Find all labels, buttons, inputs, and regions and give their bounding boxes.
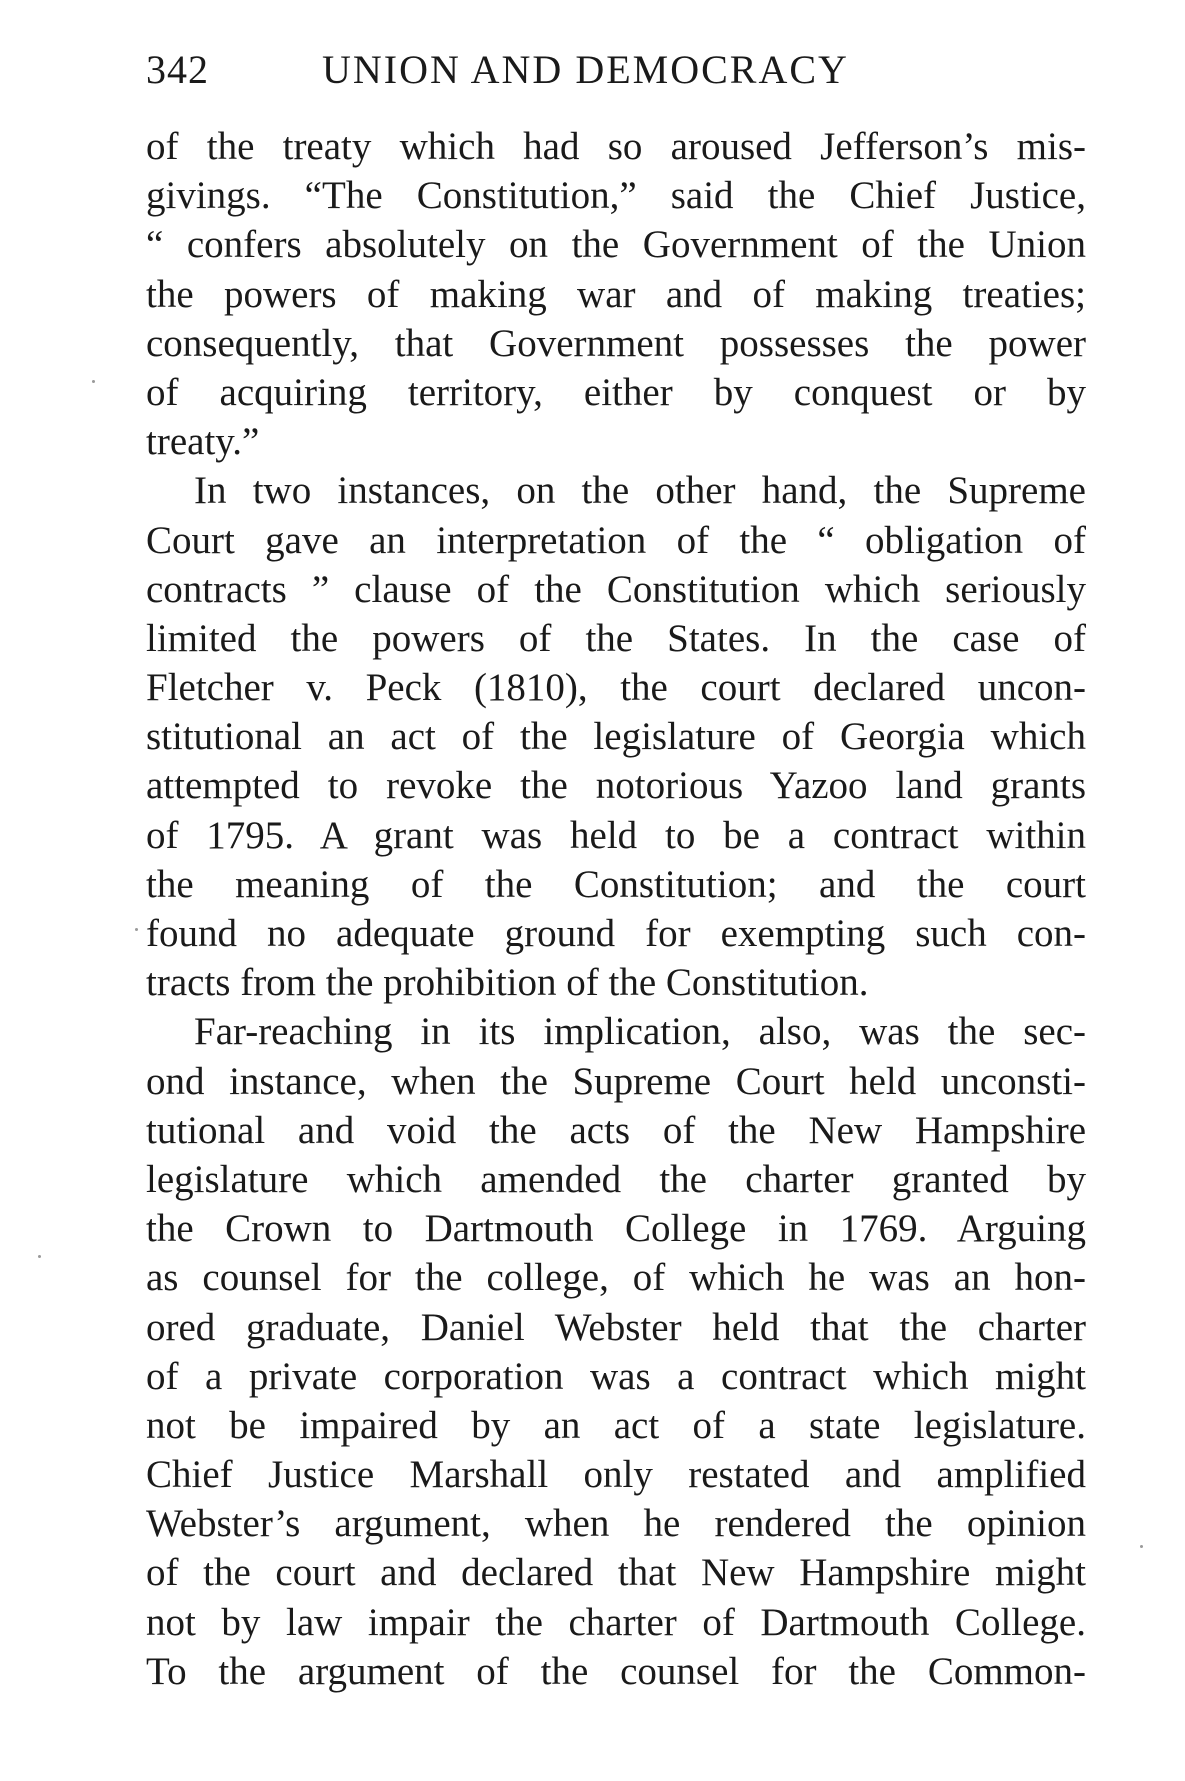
text-line: found no adequate ground for exempting such con- xyxy=(146,912,1086,955)
text-line: of 1795. A grant was held to be a contract within xyxy=(146,813,1086,857)
text-line: treaty.” xyxy=(146,420,260,464)
text-line: Court gave an interpretation of the “ obligation of xyxy=(146,518,1086,562)
text-line: givings. “The Constitution,” said the Chief Justice, xyxy=(146,174,1086,218)
text-line: consequently, that Government possesses the power xyxy=(146,321,1086,365)
running-head: UNION AND DEMOCRACY xyxy=(322,47,849,92)
text-line: To the argument of the counsel for the Common- xyxy=(146,1649,1086,1693)
text-line: contracts ” clause of the Constitution which seriously xyxy=(146,567,1086,611)
text-line: not be impaired by an act of a state legislature. xyxy=(146,1403,1086,1447)
page-number: 342 xyxy=(146,47,209,92)
text-line: tutional and void the acts of the New Hampshire xyxy=(146,1108,1086,1152)
text-line: of acquiring territory, either by conquest or by xyxy=(146,370,1086,414)
text-line: as counsel for the college, of which he was an hon- xyxy=(146,1256,1086,1300)
text-line: “ confers absolutely on the Government of the Union xyxy=(146,223,1086,267)
paper-speck xyxy=(135,928,138,931)
text-line: the meaning of the Constitution; and the court xyxy=(146,862,1086,906)
paper-speck xyxy=(1140,1545,1143,1548)
text-line: the powers of making war and of making treaties; xyxy=(146,272,1086,316)
page-header xyxy=(146,46,1086,106)
paper-speck xyxy=(92,380,95,383)
body-text xyxy=(146,122,1086,1696)
text-line: limited the powers of the States. In the case of xyxy=(146,616,1086,660)
text-line: In two instances, on the other hand, the Supreme xyxy=(194,469,1086,513)
text-line: tracts from the prohibition of the Constitution. xyxy=(146,961,869,1005)
text-line: Webster’s argument, when he rendered the opinion xyxy=(146,1502,1086,1546)
text-line: of the court and declared that New Hampshire might xyxy=(146,1551,1086,1595)
text-line: Chief Justice Marshall only restated and amplified xyxy=(146,1453,1086,1497)
text-line: of a private corporation was a contract which might xyxy=(146,1354,1086,1398)
text-line: legislature which amended the charter granted by xyxy=(146,1157,1086,1201)
text-line: the Crown to Dartmouth College in 1769. Arguing xyxy=(146,1207,1086,1251)
text-line: ond instance, when the Supreme Court held unconsti- xyxy=(146,1059,1086,1103)
text-line: Far-reaching in its implication, also, was the sec- xyxy=(194,1010,1086,1054)
text-line: of the treaty which had so aroused Jefferson’s mis- xyxy=(146,125,1086,168)
paper-speck xyxy=(38,1255,41,1258)
text-line: not by law impair the charter of Dartmouth College. xyxy=(146,1600,1086,1644)
text-line: stitutional an act of the legislature of Georgia which xyxy=(146,715,1086,759)
text-line: Fletcher v. Peck (1810), the court declared uncon- xyxy=(146,666,1086,710)
text-line: ored graduate, Daniel Webster held that the charter xyxy=(146,1305,1086,1349)
text-line: attempted to revoke the notorious Yazoo land grants xyxy=(146,764,1086,808)
